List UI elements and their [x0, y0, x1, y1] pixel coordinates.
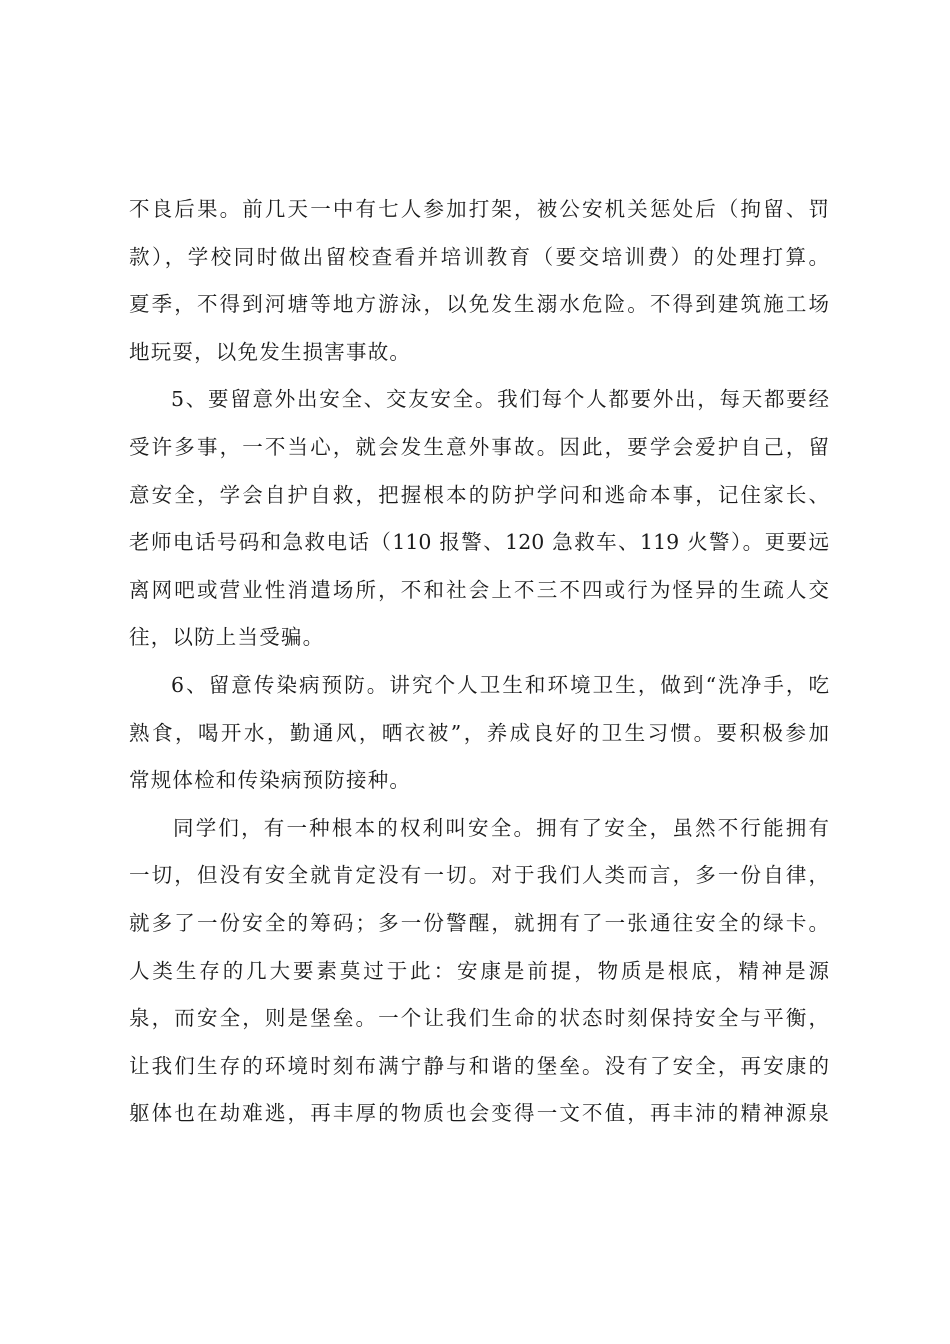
text-line: 离网吧或营业性消遣场所，不和社会上不三不四或行为怪异的生疏人交: [129, 577, 829, 602]
text-line: 5、要留意外出安全、交友安全。我们每个人都要外出，每天都要经: [171, 387, 829, 412]
text-line: 一切，但没有安全就肯定没有一切。对于我们人类而言，多一份自律，: [129, 863, 829, 888]
text-line: 就多了一份安全的筹码；多一份警醒，就拥有了一张通往安全的绿卡。: [129, 910, 829, 935]
text-line: 老师电话号码和急救电话（110 报警、120 急救车、119 火警）。更要远: [129, 530, 829, 555]
text-line: 款），学校同时做出留校查看并培训教育（要交培训费）的处理打算。: [129, 244, 829, 269]
text-line: 同学们，有一种根本的权利叫安全。拥有了安全，虽然不行能拥有: [173, 815, 829, 840]
text-line: 往，以防上当受骗。: [129, 625, 325, 650]
body-text: [129, 186, 829, 1138]
text-line: 常规体检和传染病预防接种。: [129, 768, 412, 793]
text-line: 受许多事，一不当心，就会发生意外事故。因此，要学会爱护自己，留: [129, 434, 829, 459]
text-line: 人类生存的几大要素莫过于此：安康是前提，物质是根底，精神是源: [129, 958, 829, 983]
text-line: 躯体也在劫难逃，再丰厚的物质也会变得一文不值，再丰沛的精神源泉: [129, 1101, 829, 1126]
text-line: 泉，而安全，则是堡垒。一个让我们生命的状态时刻保持安全与平衡，: [129, 1006, 829, 1031]
text-line: 熟食，喝开水，勤通风，晒衣被”，养成良好的卫生习惯。要积极参加: [129, 720, 829, 745]
text-line: 让我们生存的环境时刻布满宁静与和谐的堡垒。没有了安全，再安康的: [129, 1053, 829, 1078]
text-line: 6、留意传染病预防。讲究个人卫生和环境卫生，做到“洗净手，吃: [171, 672, 829, 697]
text-line: 意安全，学会自护自救，把握根本的防护学问和逃命本事，记住家长、: [129, 482, 829, 507]
text-line: 不良后果。前几天一中有七人参加打架，被公安机关惩处后（拘留、罚: [129, 197, 829, 221]
text-line: 夏季，不得到河塘等地方游泳，以免发生溺水危险。不得到建筑施工场: [129, 292, 829, 317]
text-line: 地玩耍，以免发生损害事故。: [129, 339, 412, 364]
